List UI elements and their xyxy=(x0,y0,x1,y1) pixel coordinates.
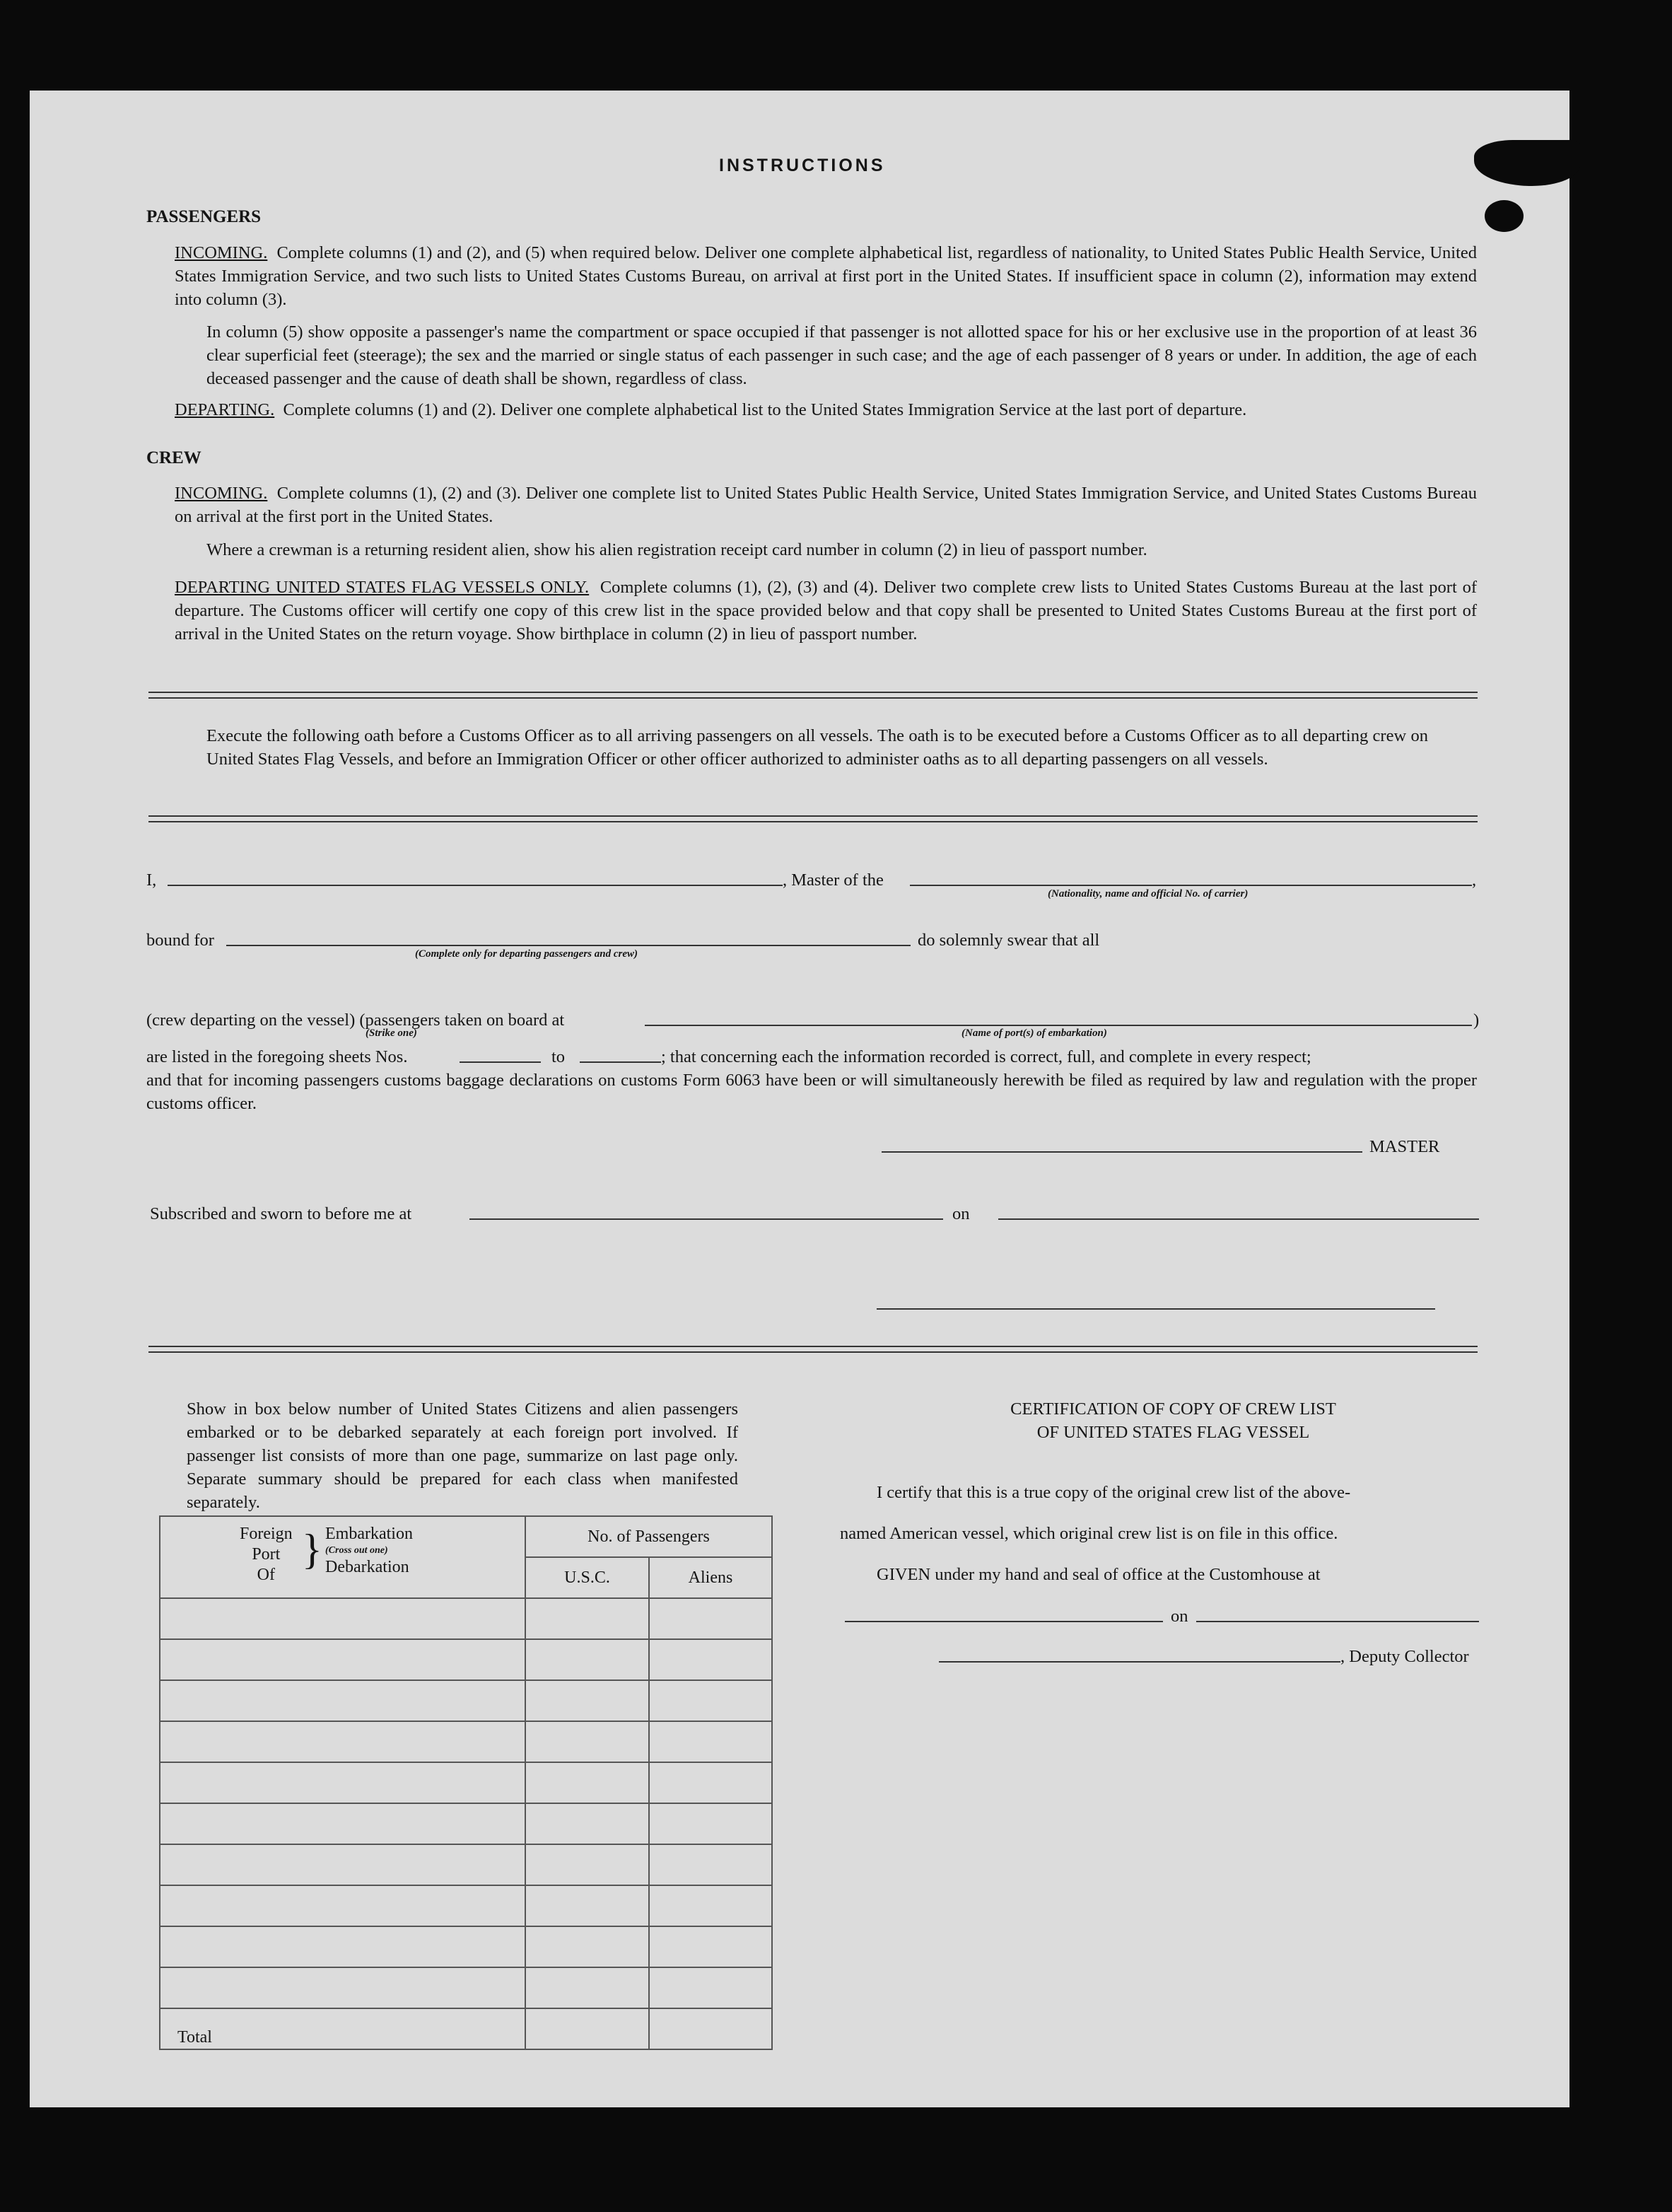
sheet-from-field[interactable] xyxy=(460,1046,541,1063)
master-signature-field[interactable] xyxy=(882,1136,1362,1153)
passengers-incoming-text: Complete columns (1) and (2), and (5) when required below. Deliver one complete alphabetical list, regardless of nationality, to United States Public Health Service, United States Immigration Service, and two such lists to United States Customs Bureau, on arrival at first port in the United States. If insufficient space in column (2), information may extend into column (3). xyxy=(175,243,1477,309)
certification-line-3: GIVEN under my hand and seal of office at the Customhouse at xyxy=(877,1565,1321,1584)
scan-blot xyxy=(1485,200,1524,232)
ports-embarkation-field[interactable] xyxy=(645,1009,1472,1026)
passenger-summary-table xyxy=(159,1515,773,2050)
table-row xyxy=(160,1803,772,1844)
complete-note: (Complete only for departing passengers and crew) xyxy=(415,948,638,960)
officer-signature-field[interactable] xyxy=(877,1293,1435,1310)
listed-text-c: and that for incoming passengers customs baggage declarations on customs Form 6063 have been or will simultaneously herewith be filed as required by law and regulation with the proper customs officer. xyxy=(146,1071,1477,1113)
oath-i-label: I, xyxy=(146,871,157,890)
port-label: Port xyxy=(252,1545,281,1564)
total-label: Total xyxy=(160,2008,525,2049)
no-passengers-header: No. of Passengers xyxy=(525,1516,772,1557)
total-row xyxy=(160,2008,772,2049)
close-paren: ) xyxy=(1473,1011,1480,1030)
table-row xyxy=(160,1680,772,1721)
listed-label: are listed in the foregoing sheets Nos. xyxy=(146,1047,408,1066)
sworn-place-field[interactable] xyxy=(469,1203,943,1220)
passengers-departing-paragraph xyxy=(175,398,1477,421)
passengers-heading: PASSENGERS xyxy=(146,207,262,226)
swear-label: do solemnly swear that all xyxy=(918,931,1100,950)
table-row xyxy=(160,1844,772,1885)
sheet-to-field[interactable] xyxy=(580,1046,661,1063)
crew-departing-strike: (crew departing on the vessel) (passengers taken on board at xyxy=(146,1011,565,1030)
form-page: INSTRUCTIONS PASSENGERS INCOMING. Complete columns (1) and (2), and (5) when required below. Deliver one complete alphabetical list, regardless of nationality, to United States Public Health Service, United States Immigration Service, and two such lists to United States Customs Bureau, on arrival at first port in the United States. If insufficient space in column (2), information may extend into column (3). In column (5) show opposite a passenger's name the compartment or space occupied if that passenger is not allotted space for his or her exclusive use in the proportion of at least 36 clear superficial feet (steerage); the sex and the married or single status of each passenger in such case; and the age of each passenger of 8 years or under. In addition, the age of each deceased passenger and the cause of death shall be shown, regardless of class. DEPARTING. Complete columns (1) and (2). Deliver one complete alphabetical list to the United States Immigration Service at the last port of departure. CREW INCOMING. Complete columns (1), (2) and (3). Deliver one complete list to United States Public Health Service, United States Immigration Service, and United States Customs Bureau on arrival at the first port in the United States. Where a crewman is a returning resident alien, show his alien registration receipt card number in column (2) in lieu of passport number. DEPARTING UNITED STATES FLAG VESSELS ONLY. Complete columns (1), (2), (3) and (4). Deliver two complete crew lists to United States Customs Bureau at the last port of departure. The Customs officer will certify one copy of this crew list in the space provided below and that copy shall be presented to United States Customs Bureau at the first port of arrival in the United States on the return voyage. Show birthplace in column (2) in lieu of passport number. Execute the following oath before a Customs Officer as to all arriving passengers on all vessels. The oath is to be executed before a Customs Officer as to all departing crew on United States Flag Vessels, and before an Immigration Officer or other officer authorized to administer oaths as to all departing passengers on all vessels. I, , Master of the , (Nationality, name and official No. of carrier) bound for do solemnly swear that all (Complete only for departing passengers and crew) (crew departing on the vessel) (passengers taken on board at ) (Strike one) (Name of port(s) of embarkation) are listed in the foregoing sheets Nos. to ; that concerning each the information recorded is correct, full, and complete in every respect; and that for incoming passengers customs baggage declarations on customs Form 6063 have been or will simultaneously herewith be filed as required by law and regulation with the proper customs officer. MASTER Subscribed and sworn to before me at on Show in box below number of United States Citizens and alien passengers embarked or to be debarked separately at each foreign port involved. If passenger list consists of more than one page, summarize on last page only. Separate summary should be prepared for each class when manifested separately. Foreign Port Of } Embarkation (Cross out one) Debarkation No. of Passengers U.S.C. Aliens Total CERTIFICATION OF COPY OF CREW LIST OF UNITED STATES FLAG VESSEL I certify that this is a true copy of the original crew list of the above- named American vessel, which original crew list is on file in this office. GIVEN under my hand and seal of office at the Customhouse at on , Deputy Collector xyxy=(30,91,1569,2107)
usc-header: U.S.C. xyxy=(525,1557,649,1598)
strike-note: (Strike one) xyxy=(366,1028,417,1039)
foreign-label: Foreign xyxy=(240,1525,293,1543)
page-title: INSTRUCTIONS xyxy=(719,156,886,175)
total-usc-cell[interactable] xyxy=(525,2008,649,2049)
certification-on-label: on xyxy=(1171,1607,1188,1626)
sworn-on-label: on xyxy=(952,1204,970,1223)
crew-heading: CREW xyxy=(146,448,201,467)
passengers-departing-label: DEPARTING. xyxy=(175,400,275,419)
table-row xyxy=(160,1721,772,1762)
aliens-header: Aliens xyxy=(649,1557,772,1598)
certification-line-2: named American vessel, which original crew list is on file in this office. xyxy=(840,1524,1338,1543)
certification-title xyxy=(867,1397,1479,1444)
certification-title-line-1: CERTIFICATION OF COPY OF CREW LIST xyxy=(1010,1399,1336,1419)
divider xyxy=(148,692,1478,699)
bound-for-field[interactable] xyxy=(226,929,911,946)
total-aliens-cell[interactable] xyxy=(649,2008,772,2049)
master-of-label: , Master of the xyxy=(783,871,884,890)
divider xyxy=(148,815,1478,822)
certification-line-1: I certify that this is a true copy of the original crew list of the above- xyxy=(877,1483,1351,1502)
passengers-departing-text: Complete columns (1) and (2). Deliver one complete alphabetical list to the United States Immigration Service at the last port of departure. xyxy=(283,400,1247,419)
brace-icon: } xyxy=(302,1526,322,1573)
crew-incoming-paragraph xyxy=(175,482,1477,528)
divider xyxy=(148,1346,1478,1353)
listed-to-label: to xyxy=(551,1047,566,1066)
carrier-field[interactable] xyxy=(910,869,1472,886)
crew-resident-paragraph: Where a crewman is a returning resident alien, show his alien registration receipt card number in column (2) in lieu of passport number. xyxy=(206,540,1147,559)
certification-title-line-2: OF UNITED STATES FLAG VESSEL xyxy=(1036,1423,1310,1442)
certification-date-field[interactable] xyxy=(1196,1605,1479,1622)
of-label: Of xyxy=(257,1566,275,1584)
nationality-note: (Nationality, name and official No. of carrier) xyxy=(1048,888,1249,900)
summary-instructions: Show in box below number of United States Citizens and alien passengers embarked or to be debarked separately at each foreign port involved. If passenger list consists of more than one page, summarize on last page only. Separate summary should be prepared for each class when manifested separately. xyxy=(187,1399,738,1512)
table-row xyxy=(160,1885,772,1926)
ports-note: (Name of port(s) of embarkation) xyxy=(961,1028,1107,1039)
crew-incoming-label: INCOMING. xyxy=(175,484,268,503)
oath-intro: Execute the following oath before a Customs Officer as to all arriving passengers on all vessels. The oath is to be executed before a Customs Officer as to all departing crew on United States Flag Vessels, and before an Immigration Officer or other officer authorized to administer oaths as to all departing passengers on all vessels. xyxy=(206,726,1428,769)
crew-departing-text: Complete columns (1), (2), (3) and (4). Deliver two complete crew lists to United States Customs Bureau at the last port of departure. The Customs officer will certify one copy of this crew list in the space provided below and that copy shall be presented to United States Customs Bureau at the first port of arrival in the United States on the return voyage. Show birthplace in column (2) in lieu of passport number. xyxy=(175,578,1477,644)
deputy-collector-label: , Deputy Collector xyxy=(1340,1647,1469,1666)
table-row xyxy=(160,1967,772,2008)
customhouse-field[interactable] xyxy=(845,1605,1163,1622)
sworn-date-field[interactable] xyxy=(998,1203,1479,1220)
passengers-incoming-paragraph xyxy=(175,241,1477,311)
subscribed-label: Subscribed and sworn to before me at xyxy=(150,1204,412,1223)
passengers-column5-paragraph: In column (5) show opposite a passenger's name the compartment or space occupied if that passenger is not allotted space for his or her exclusive use in the proportion of at least 36 clear superficial feet (steerage); the sex and the married or single status of each passenger in such case; and the age of each passenger of 8 years or under. In addition, the age of each deceased passenger and the cause of death shall be shown, regardless of class. xyxy=(206,322,1477,388)
table-row xyxy=(160,1926,772,1967)
port-header xyxy=(160,1516,525,1598)
deputy-signature-field[interactable] xyxy=(939,1646,1340,1663)
bound-for-label: bound for xyxy=(146,931,214,950)
table-row xyxy=(160,1639,772,1680)
listed-text-b: ; that concerning each the information recorded is correct, full, and complete in every respect; xyxy=(661,1047,1311,1066)
table-row xyxy=(160,1598,772,1639)
crew-incoming-text: Complete columns (1), (2) and (3). Deliver one complete list to United States Public Health Service, United States Immigration Service, and United States Customs Bureau on arrival at the first port in the United States. xyxy=(175,484,1478,526)
table-row xyxy=(160,1762,772,1803)
passengers-incoming-label: INCOMING. xyxy=(175,243,268,262)
debarkation-label: Debarkation xyxy=(325,1558,409,1576)
cross-out-note: (Cross out one) xyxy=(325,1545,388,1556)
crew-departing-label: DEPARTING UNITED STATES FLAG VESSELS ONLY. xyxy=(175,578,590,597)
embarkation-label: Embarkation xyxy=(325,1525,413,1543)
master-label: MASTER xyxy=(1369,1137,1440,1156)
crew-departing-paragraph xyxy=(175,576,1477,646)
master-name-field[interactable] xyxy=(168,869,783,886)
